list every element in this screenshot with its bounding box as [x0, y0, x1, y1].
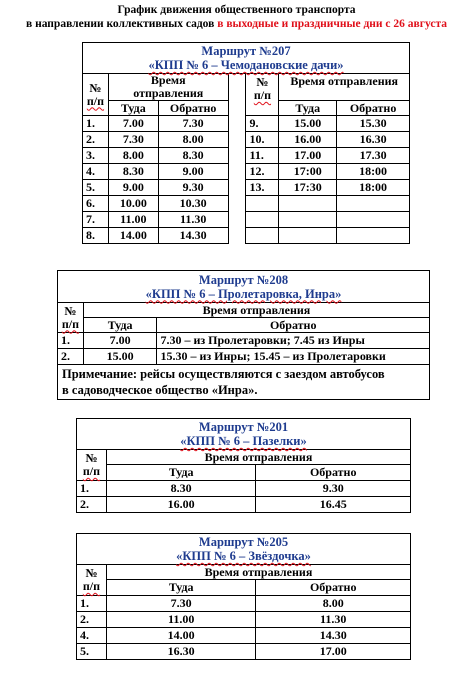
- header-subtitle: [0, 17, 473, 31]
- empty-cell: [337, 212, 410, 228]
- row-number: 9.: [246, 116, 279, 132]
- time-back: 18:00: [337, 180, 410, 196]
- time-there: 7.00: [108, 116, 158, 132]
- time-back: 9.30: [158, 180, 228, 196]
- table-row: [83, 132, 410, 148]
- time-there: 15.00: [83, 349, 157, 365]
- route-207-time-header-right: Время отправления: [279, 74, 410, 101]
- time-there: 7.30: [106, 596, 255, 612]
- time-there: 16.00: [279, 132, 337, 148]
- num-abbr: п/п: [61, 316, 80, 331]
- time-header-line1: Время: [150, 73, 186, 87]
- row-number: 5.: [77, 644, 107, 660]
- row-number: 4.: [83, 164, 109, 180]
- time-there: 15.00: [279, 116, 337, 132]
- time-back: 14.30: [158, 228, 228, 244]
- time-there: 17:00: [279, 164, 337, 180]
- route-208-table: [57, 270, 430, 400]
- time-there: 17.00: [279, 148, 337, 164]
- row-number: 2.: [83, 132, 109, 148]
- time-there: 16.00: [106, 497, 255, 513]
- time-header-line2: отправления: [133, 86, 204, 100]
- time-there: 17:30: [279, 180, 337, 196]
- time-there: 8.00: [108, 148, 158, 164]
- time-back: 8.00: [256, 596, 411, 612]
- route-207-col-back-left: Обратно: [158, 101, 228, 116]
- note-line-1: Примечание: рейсы осуществляются с заездом автобусов: [62, 367, 385, 381]
- time-back: 15.30 – из Инры; 15.45 – из Пролетаровки: [157, 349, 430, 365]
- row-number: 2.: [77, 497, 107, 513]
- route-208-title-cell: [58, 271, 430, 303]
- row-number: 3.: [83, 148, 109, 164]
- row-number: 4.: [77, 628, 107, 644]
- header-title: График движения общественного транспорта: [117, 4, 356, 16]
- route-205-col-back: Обратно: [256, 580, 411, 596]
- num-sign: №: [256, 75, 269, 89]
- route-207-title-cell: [83, 43, 410, 74]
- table-row: [83, 116, 410, 132]
- route-208-subtitle: «КПП № 6 – Пролетаровка, Инра»: [145, 286, 342, 301]
- row-number: 1.: [83, 116, 109, 132]
- empty-cell: [279, 212, 337, 228]
- table-row: [83, 212, 410, 228]
- empty-cell: [246, 196, 279, 212]
- table-row: [83, 164, 410, 180]
- time-back: 10.30: [158, 196, 228, 212]
- row-number: 11.: [246, 148, 279, 164]
- time-back: 16.45: [256, 497, 411, 513]
- route-207-table: [82, 42, 410, 244]
- route-208-num-header: [58, 303, 84, 333]
- route-201-title: Маршрут №201: [198, 420, 289, 434]
- table-row: [77, 628, 411, 644]
- table-row: [77, 481, 411, 497]
- num-sign: №: [89, 80, 102, 95]
- row-number: 12.: [246, 164, 279, 180]
- table-row: [77, 497, 411, 513]
- route-207-gap: [228, 74, 246, 244]
- route-201-title-cell: [77, 419, 411, 450]
- time-there: 9.00: [108, 180, 158, 196]
- time-there: 14.00: [108, 228, 158, 244]
- route-208-col-there: Туда: [83, 318, 157, 333]
- row-number: 13.: [246, 180, 279, 196]
- time-back: 8.00: [158, 132, 228, 148]
- empty-cell: [279, 228, 337, 244]
- time-back: 7.30: [158, 116, 228, 132]
- route-205-num-header: [77, 565, 107, 596]
- row-number: 2.: [58, 349, 84, 365]
- row-number: 2.: [77, 612, 107, 628]
- time-there: 8.30: [106, 481, 255, 497]
- row-number: 6.: [83, 196, 109, 212]
- time-there: 8.30: [108, 164, 158, 180]
- header-subtitle-highlight: в выходные и праздничные дни с 26 августа: [217, 18, 447, 30]
- num-abbr: п/п: [86, 93, 105, 108]
- row-number: 8.: [83, 228, 109, 244]
- page-header: [0, 3, 473, 31]
- num-sign: №: [64, 303, 77, 318]
- num-abbr: п/п: [82, 464, 101, 478]
- empty-cell: [337, 196, 410, 212]
- num-abbr: п/п: [82, 579, 101, 593]
- num-abbr: п/п: [253, 88, 272, 102]
- route-207-col-there-right: Туда: [279, 101, 337, 116]
- time-back: 17.00: [256, 644, 411, 660]
- header-subtitle-text: в направлении коллективных садов: [26, 18, 218, 30]
- empty-cell: [337, 228, 410, 244]
- time-back: 15.30: [337, 116, 410, 132]
- route-201-col-back: Обратно: [256, 465, 411, 481]
- time-back: 17.30: [337, 148, 410, 164]
- time-back: 16.30: [337, 132, 410, 148]
- time-back: 8.30: [158, 148, 228, 164]
- row-number: 1.: [77, 481, 107, 497]
- time-back: 9.30: [256, 481, 411, 497]
- route-205-col-there: Туда: [106, 580, 255, 596]
- row-number: 10.: [246, 132, 279, 148]
- time-back: 11.30: [158, 212, 228, 228]
- route-201-num-header: [77, 450, 107, 481]
- route-205-time-header: Время отправления: [106, 565, 410, 580]
- route-205-table: [76, 533, 411, 660]
- note-line-2: в садоводческое общество «Инра».: [62, 383, 258, 397]
- route-207-subtitle: «КПП № 6 – Чемодановские дачи»: [148, 58, 344, 72]
- num-sign: №: [85, 451, 98, 465]
- time-there: 7.30: [108, 132, 158, 148]
- route-207-num-header-right: [246, 74, 279, 116]
- table-row: [77, 596, 411, 612]
- time-back: 7.30 – из Пролетаровки; 7.45 из Инры: [157, 333, 430, 349]
- route-208-col-back: Обратно: [157, 318, 430, 333]
- table-row: [83, 180, 410, 196]
- table-row: [77, 612, 411, 628]
- table-row: [77, 644, 411, 660]
- route-205-title: Маршрут №205: [198, 535, 289, 549]
- table-row: [83, 228, 410, 244]
- row-number: 1.: [77, 596, 107, 612]
- num-sign: №: [85, 566, 98, 580]
- time-there: 10.00: [108, 196, 158, 212]
- route-207-title: Маршрут №207: [201, 44, 291, 58]
- route-205-subtitle: «КПП № 6 – Звёздочка»: [176, 549, 311, 563]
- route-201-time-header: Время отправления: [106, 450, 410, 465]
- time-there: 7.00: [83, 333, 157, 349]
- empty-cell: [246, 212, 279, 228]
- table-row: [83, 196, 410, 212]
- route-201-col-there: Туда: [106, 465, 255, 481]
- empty-cell: [279, 196, 337, 212]
- route-207-col-back-right: Обратно: [337, 101, 410, 116]
- row-number: 7.: [83, 212, 109, 228]
- row-number: 1.: [58, 333, 84, 349]
- time-there: 11.00: [108, 212, 158, 228]
- empty-cell: [246, 228, 279, 244]
- route-207-num-header-left: [83, 74, 109, 116]
- time-there: 11.00: [106, 612, 255, 628]
- route-208-note: [58, 365, 430, 400]
- time-back: 18:00: [337, 164, 410, 180]
- time-there: 16.30: [106, 644, 255, 660]
- table-row: [83, 148, 410, 164]
- route-208-title: Маршрут №208: [198, 272, 289, 287]
- row-number: 5.: [83, 180, 109, 196]
- time-back: 14.30: [256, 628, 411, 644]
- time-back: 9.00: [158, 164, 228, 180]
- table-row: [58, 349, 430, 365]
- route-207-time-header-left: [108, 74, 228, 101]
- route-207-col-there-left: Туда: [108, 101, 158, 116]
- time-back: 11.30: [256, 612, 411, 628]
- route-208-time-header: Время отправления: [83, 303, 429, 318]
- route-205-title-cell: [77, 534, 411, 565]
- route-201-table: [76, 418, 411, 513]
- table-row: [58, 333, 430, 349]
- time-there: 14.00: [106, 628, 255, 644]
- route-201-subtitle: «КПП № 6 – Пазелки»: [180, 434, 307, 448]
